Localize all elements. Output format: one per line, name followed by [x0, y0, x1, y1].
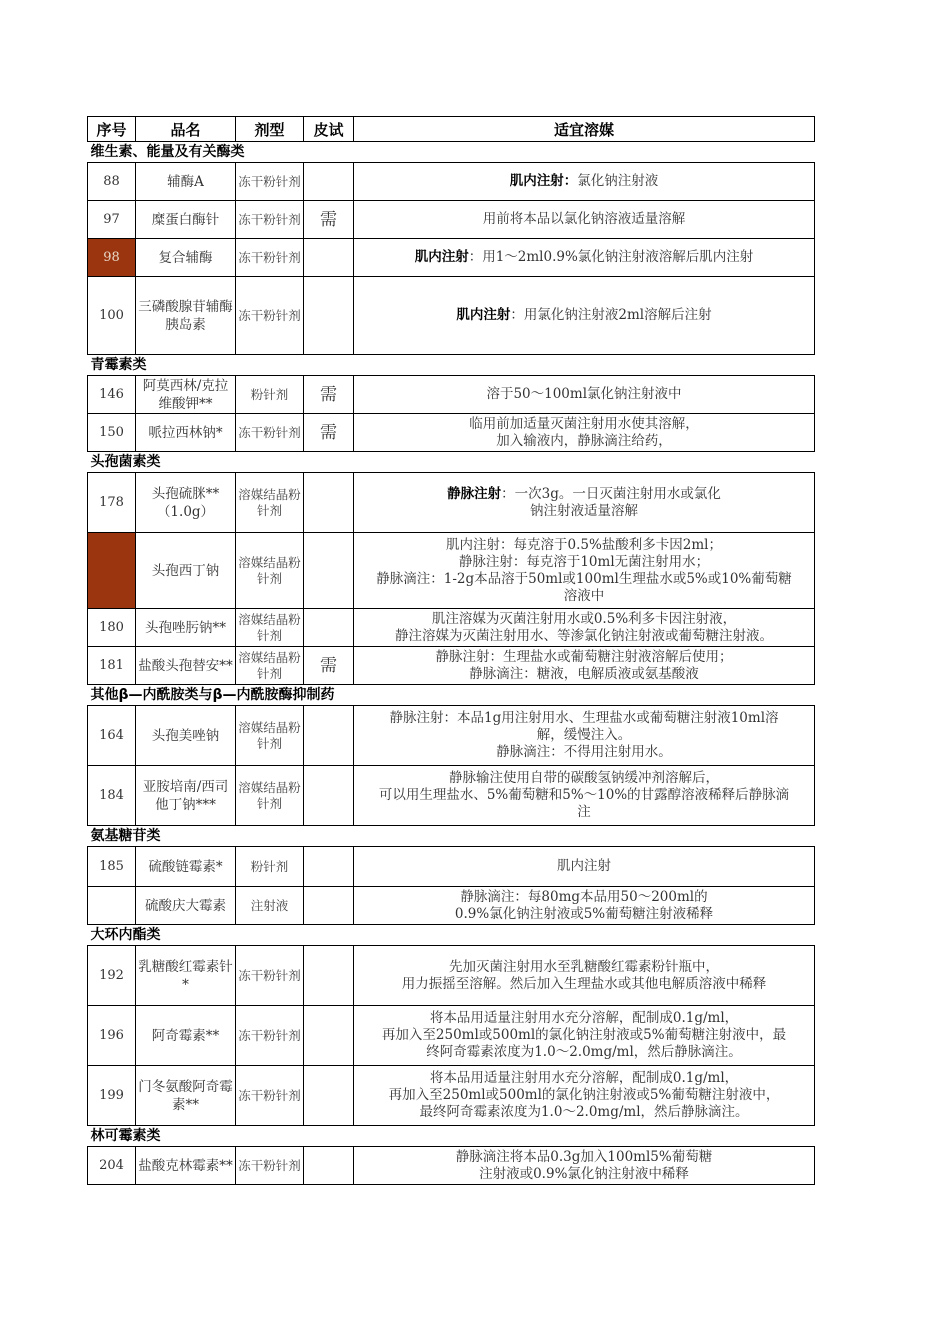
solvent-text: 静脉滴注：不得用注射用水。	[496, 744, 672, 760]
route-label: 静脉注射	[447, 485, 502, 502]
cell-skin-test	[304, 473, 354, 533]
solvent-line	[356, 666, 812, 683]
route-label: 肌内注射：	[509, 173, 578, 189]
cell-form: 冻干粉针剂	[236, 163, 304, 201]
cell-name: 头孢西丁钠	[136, 533, 236, 609]
cell-form: 溶媒结晶粉针剂	[236, 766, 304, 826]
cell-name: 硫酸庆大霉素	[136, 887, 236, 925]
cell-name: 门冬氨酸阿奇霉素**	[136, 1066, 236, 1126]
cell-skin-test	[304, 1066, 354, 1126]
cell-solvent	[354, 201, 815, 239]
solvent-line	[356, 307, 812, 324]
solvent-line	[356, 770, 812, 787]
category-title: 林可霉素类	[88, 1126, 815, 1147]
solvent-text: ：用氯化钠注射液2ml溶解后注射	[510, 307, 712, 323]
solvent-text: 肌内注射：每克溶于0.5%盐酸利多卡因2ml；	[445, 536, 722, 553]
solvent-line	[356, 976, 812, 993]
header-form: 剂型	[236, 117, 304, 142]
cell-solvent	[354, 847, 815, 887]
cell-no: 184	[88, 766, 136, 826]
solvent-line	[356, 611, 812, 628]
table-row	[88, 473, 815, 533]
solvent-text: 静脉注射：生理盐水或葡萄糖注射液溶解后使用；	[435, 648, 733, 665]
cell-solvent	[354, 277, 815, 355]
cell-no: 180	[88, 609, 136, 647]
solvent-text: 氯化钠注射液	[577, 173, 659, 189]
cell-solvent	[354, 946, 815, 1006]
solvent-text: 加入输液内，静脉滴注给药，	[496, 432, 672, 449]
cell-no: 100	[88, 277, 136, 355]
cell-form: 溶媒结晶粉针剂	[236, 609, 304, 647]
cell-form: 冻干粉针剂	[236, 1066, 304, 1126]
table-row	[88, 163, 815, 201]
solvent-text: 静注溶媒为灭菌注射用水、等渗氯化钠注射液或葡萄糖注射液。	[395, 627, 773, 644]
cell-skin-test: 需	[304, 201, 354, 239]
solvent-line	[356, 537, 812, 554]
table-row	[88, 1066, 815, 1126]
solvent-text: 静脉滴注将本品0.3g加入100ml5%葡萄糖	[455, 1148, 713, 1165]
solvent-text: 最终阿奇霉素浓度为1.0～2.0mg/ml，然后静脉滴注。	[419, 1104, 749, 1120]
table-row	[88, 376, 815, 414]
cell-no: 204	[88, 1147, 136, 1185]
solvent-text: 钠注射液适量溶解	[530, 502, 638, 519]
cell-solvent	[354, 1066, 815, 1126]
cell-skin-test	[304, 766, 354, 826]
cell-no: 199	[88, 1066, 136, 1126]
solvent-text: 溶于50～100ml氯化钠注射液中	[486, 386, 682, 402]
cell-skin-test: 需	[304, 414, 354, 452]
solvent-text: 静脉滴注：糖液，电解质液或氨基酸液	[469, 665, 699, 682]
solvent-text: ：一次3g。一日灭菌注射用水或氯化	[501, 485, 721, 502]
cell-solvent	[354, 533, 815, 609]
solvent-line	[356, 710, 812, 727]
category-title: 头孢菌素类	[88, 452, 815, 473]
solvent-line	[356, 858, 812, 875]
solvent-text: 静脉滴注：每80mg本品用50～200ml的	[460, 888, 708, 905]
category-row	[88, 685, 815, 706]
solvent-line	[356, 173, 812, 190]
cell-no: 146	[88, 376, 136, 414]
cell-name: 三磷酸腺苷辅酶胰岛素	[136, 277, 236, 355]
solvent-line	[356, 1149, 812, 1166]
table-body	[88, 142, 815, 1185]
category-row	[88, 1126, 815, 1147]
solvent-text: 注射液或0.9%氯化钠注射液中稀释	[479, 1165, 689, 1182]
cell-name: 哌拉西林钠*	[136, 414, 236, 452]
cell-no: 150	[88, 414, 136, 452]
cell-form: 冻干粉针剂	[236, 414, 304, 452]
category-row	[88, 452, 815, 473]
table	[87, 116, 815, 1185]
solvent-text: 静脉滴注：1-2g本品溶于50ml或100ml生理盐水或5%或10%葡萄糖	[376, 570, 792, 587]
route-label: 肌内注射	[414, 249, 469, 265]
solvent-text: 再加入至250ml或500ml的氯化钠注射液或5%葡萄糖注射液中，最	[381, 1027, 787, 1043]
cell-no: 196	[88, 1006, 136, 1066]
cell-form: 溶媒结晶粉针剂	[236, 473, 304, 533]
solvent-line	[356, 249, 812, 266]
cell-no: 192	[88, 946, 136, 1006]
solvent-line	[356, 804, 812, 821]
solvent-text: 用前将本品以氯化钠溶液适量溶解	[482, 211, 686, 227]
table-row	[88, 239, 815, 277]
cell-skin-test	[304, 533, 354, 609]
category-title: 大环内酯类	[88, 925, 815, 946]
cell-form: 注射液	[236, 887, 304, 925]
cell-solvent	[354, 1006, 815, 1066]
cell-solvent	[354, 376, 815, 414]
cell-skin-test	[304, 1006, 354, 1066]
cell-name: 盐酸头孢替安**	[136, 647, 236, 685]
cell-name: 头孢唑肟钠**	[136, 609, 236, 647]
table-row	[88, 847, 815, 887]
cell-name: 阿莫西林/克拉维酸钾**	[136, 376, 236, 414]
cell-skin-test	[304, 1147, 354, 1185]
solvent-text: 可以用生理盐水、5%葡萄糖和5%～10%的甘露醇溶液稀释后静脉滴	[378, 787, 790, 803]
solvent-text: 终阿奇霉素浓度为1.0～2.0mg/ml，然后静脉滴注。	[426, 1044, 742, 1060]
table-row	[88, 946, 815, 1006]
cell-solvent	[354, 414, 815, 452]
cell-form: 溶媒结晶粉针剂	[236, 533, 304, 609]
cell-no: 97	[88, 201, 136, 239]
cell-skin-test	[304, 609, 354, 647]
cell-skin-test	[304, 239, 354, 277]
cell-no: 178	[88, 473, 136, 533]
cell-skin-test	[304, 277, 354, 355]
cell-skin-test	[304, 946, 354, 1006]
header-name: 品名	[136, 117, 236, 142]
solvent-text: ：用1～2ml0.9%氯化钠注射液溶解后肌内注射	[468, 249, 754, 265]
category-row	[88, 142, 815, 163]
solvent-text: 0.9%氯化钠注射液或5%葡萄糖注射液稀释	[454, 905, 714, 922]
cell-skin-test: 需	[304, 647, 354, 685]
cell-form: 冻干粉针剂	[236, 201, 304, 239]
cell-no: 88	[88, 163, 136, 201]
cell-skin-test: 需	[304, 376, 354, 414]
category-row	[88, 925, 815, 946]
cell-no	[88, 887, 136, 925]
solvent-line	[356, 554, 812, 571]
solvent-text: 肌内注射	[557, 858, 611, 874]
cell-no	[88, 533, 136, 609]
solvent-line	[356, 416, 812, 433]
solvent-text: 将本品用适量注射用水充分溶解，配制成0.1g/ml，	[429, 1070, 739, 1086]
cell-solvent	[354, 1147, 815, 1185]
cell-name: 乳糖酸红霉素针*	[136, 946, 236, 1006]
route-label: 肌内注射	[456, 307, 511, 323]
cell-solvent	[354, 473, 815, 533]
cell-form: 溶媒结晶粉针剂	[236, 647, 304, 685]
table-row	[88, 414, 815, 452]
solvent-text: 再加入至250ml或500ml的氯化钠注射液或5%葡萄糖注射液中，	[388, 1087, 780, 1103]
solvent-line	[356, 628, 812, 645]
category-title: 其他β—内酰胺类与β—内酰胺酶抑制药	[88, 685, 815, 706]
solvent-line	[356, 649, 812, 666]
cell-no: 164	[88, 706, 136, 766]
cell-no: 181	[88, 647, 136, 685]
category-title: 氨基糖苷类	[88, 826, 815, 847]
header-row	[88, 117, 815, 142]
cell-name: 硫酸链霉素*	[136, 847, 236, 887]
cell-no: 185	[88, 847, 136, 887]
cell-solvent	[354, 163, 815, 201]
solvent-text: 先加灭菌注射用水至乳糖酸红霉素粉针瓶中，	[449, 958, 719, 975]
solvent-line	[356, 889, 812, 906]
cell-solvent	[354, 706, 815, 766]
category-row	[88, 355, 815, 376]
solvent-text: 静脉输注使用自带的碳酸氢钠缓冲剂溶解后，	[449, 770, 719, 786]
cell-form: 冻干粉针剂	[236, 1147, 304, 1185]
solvent-line	[356, 787, 812, 804]
solvent-text: 静脉注射：本品1g用注射用水、生理盐水或葡萄糖注射液10ml溶	[389, 710, 779, 726]
cell-solvent	[354, 887, 815, 925]
solvent-text: 静脉注射：每克溶于10ml无菌注射用水；	[458, 553, 710, 570]
solvent-line	[356, 1166, 812, 1183]
cell-form: 冻干粉针剂	[236, 277, 304, 355]
solvent-line	[356, 503, 812, 520]
table-row	[88, 533, 815, 609]
cell-name: 复合辅酶	[136, 239, 236, 277]
solvent-line	[356, 486, 812, 503]
drug-solvent-table	[87, 116, 814, 1185]
table-row	[88, 887, 815, 925]
solvent-text: 注	[577, 804, 591, 820]
cell-form: 冻干粉针剂	[236, 946, 304, 1006]
cell-solvent	[354, 766, 815, 826]
category-title: 维生素、能量及有关酶类	[88, 142, 815, 163]
solvent-text: 溶液中	[563, 587, 605, 604]
solvent-line	[356, 1044, 812, 1061]
solvent-line	[356, 433, 812, 450]
cell-name: 阿奇霉素**	[136, 1006, 236, 1066]
category-row	[88, 826, 815, 847]
solvent-line	[356, 588, 812, 605]
category-title: 青霉素类	[88, 355, 815, 376]
table-row	[88, 277, 815, 355]
solvent-line	[356, 386, 812, 403]
cell-solvent	[354, 239, 815, 277]
cell-no: 98	[88, 239, 136, 277]
solvent-line	[356, 1027, 812, 1044]
solvent-line	[356, 959, 812, 976]
table-row	[88, 1006, 815, 1066]
cell-name: 头孢美唑钠	[136, 706, 236, 766]
cell-skin-test	[304, 706, 354, 766]
cell-name: 头孢硫脒**（1.0g）	[136, 473, 236, 533]
cell-name: 辅酶A	[136, 163, 236, 201]
cell-form: 粉针剂	[236, 376, 304, 414]
cell-skin-test	[304, 163, 354, 201]
solvent-line	[356, 1010, 812, 1027]
solvent-line	[356, 211, 812, 228]
solvent-text: 将本品用适量注射用水充分溶解，配制成0.1g/ml，	[429, 1010, 739, 1026]
cell-name: 糜蛋白酶针	[136, 201, 236, 239]
solvent-line	[356, 744, 812, 761]
table-row	[88, 766, 815, 826]
table-row	[88, 647, 815, 685]
cell-form: 冻干粉针剂	[236, 239, 304, 277]
solvent-line	[356, 571, 812, 588]
solvent-line	[356, 1087, 812, 1104]
table-row	[88, 609, 815, 647]
solvent-text: 用力振摇至溶解。然后加入生理盐水或其他电解质溶液中稀释	[401, 975, 767, 992]
solvent-text: 临用前加适量灭菌注射用水使其溶解，	[469, 415, 699, 432]
cell-form: 粉针剂	[236, 847, 304, 887]
header-no: 序号	[88, 117, 136, 142]
cell-name: 盐酸克林霉素**	[136, 1147, 236, 1185]
solvent-text: 解，缓慢注入。	[536, 727, 632, 743]
cell-form: 溶媒结晶粉针剂	[236, 706, 304, 766]
table-row	[88, 1147, 815, 1185]
solvent-line	[356, 1104, 812, 1121]
cell-solvent	[354, 647, 815, 685]
cell-form: 冻干粉针剂	[236, 1006, 304, 1066]
cell-solvent	[354, 609, 815, 647]
solvent-text: 肌注溶媒为灭菌注射用水或0.5%利多卡因注射液，	[431, 610, 737, 627]
table-row	[88, 706, 815, 766]
solvent-line	[356, 906, 812, 923]
cell-skin-test	[304, 887, 354, 925]
cell-skin-test	[304, 847, 354, 887]
solvent-line	[356, 727, 812, 744]
header-skin-test: 皮试	[304, 117, 354, 142]
header-solvent: 适宜溶媒	[354, 117, 815, 142]
table-row	[88, 201, 815, 239]
solvent-line	[356, 1070, 812, 1087]
cell-name: 亚胺培南/西司他丁钠***	[136, 766, 236, 826]
